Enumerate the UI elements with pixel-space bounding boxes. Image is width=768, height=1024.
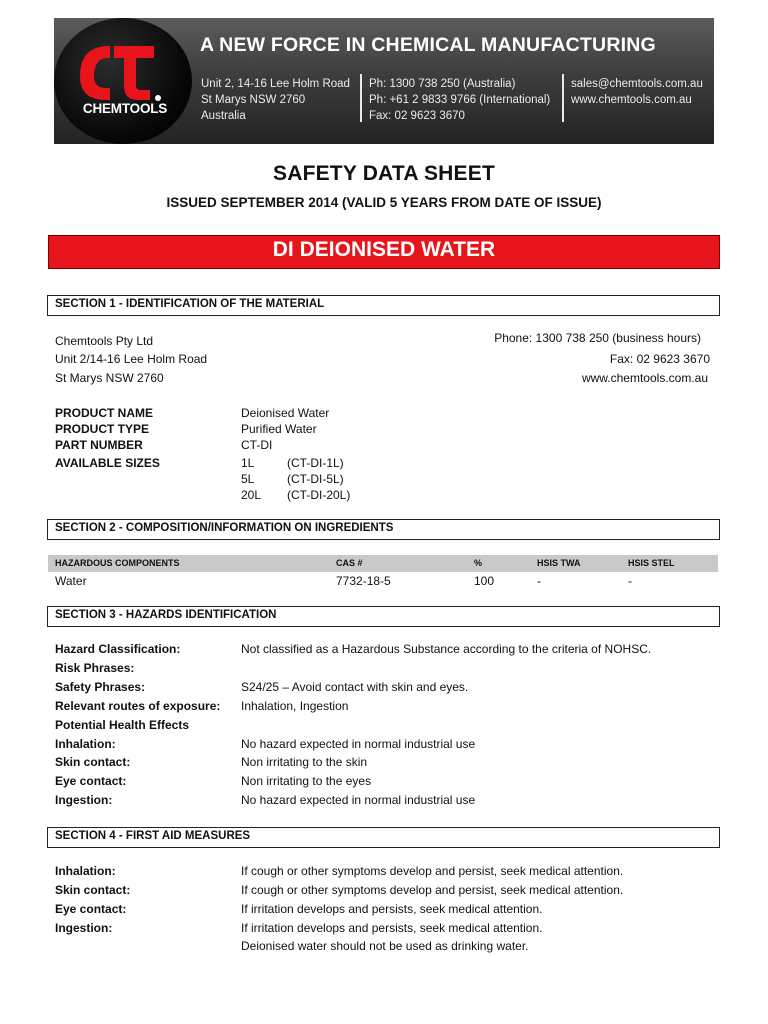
hazard-value: Non irritating to the eyes (241, 774, 372, 788)
hazard-value: S24/25 – Avoid contact with skin and eyes. (241, 680, 469, 694)
address-line: St Marys NSW 2760 (201, 94, 306, 106)
email-link[interactable]: sales@chemtools.com.au (571, 78, 703, 90)
field-label: AVAILABLE SIZES (55, 456, 160, 470)
size-value: 20L (241, 488, 262, 502)
field-value: CT-DI (241, 438, 273, 452)
company-address: St Marys NSW 2760 (55, 371, 164, 385)
company-logo (54, 18, 192, 144)
hazard-label: Eye contact: (55, 774, 127, 788)
company-address: Unit 2/14-16 Lee Holm Road (55, 352, 208, 366)
hazard-label: Ingestion: (55, 793, 113, 807)
field-value: Deionised Water (241, 406, 330, 420)
phone-line: Fax: 02 9623 3670 (369, 110, 465, 122)
phone-line: Ph: 1300 738 250 (Australia) (369, 78, 516, 90)
column-header: HAZARDOUS COMPONENTS (55, 558, 180, 568)
first-aid-value: If irritation develops and persists, seek medical attention. (241, 902, 543, 916)
column-header: HSIS STEL (628, 558, 675, 568)
hazard-label: Inhalation: (55, 737, 116, 751)
table-cell: Water (55, 574, 87, 588)
section-1-title: SECTION 1 - IDENTIFICATION OF THE MATERIAL (55, 298, 325, 310)
first-aid-value: If cough or other symptoms develop and persist, seek medical attention. (241, 864, 624, 878)
field-label: PRODUCT TYPE (55, 422, 150, 436)
hazard-label: Relevant routes of exposure: (55, 699, 221, 713)
size-code: (CT-DI-5L) (287, 472, 344, 486)
hazard-value: Inhalation, Ingestion (241, 699, 349, 713)
size-value: 1L (241, 456, 255, 470)
address-line: Unit 2, 14-16 Lee Holm Road (201, 78, 350, 90)
banner-address (201, 76, 350, 124)
first-aid-label: Inhalation: (55, 864, 116, 878)
column-header: % (474, 558, 483, 568)
first-aid-label: Ingestion: (55, 921, 113, 935)
hazard-label: Safety Phrases: (55, 680, 146, 694)
field-value: Purified Water (241, 422, 317, 436)
document-title: SAFETY DATA SHEET (273, 162, 495, 185)
table-cell: 100 (474, 574, 495, 588)
hazard-value: No hazard expected in normal industrial use (241, 793, 476, 807)
hazard-label: Hazard Classification: (55, 642, 181, 656)
banner-tagline: A NEW FORCE IN CHEMICAL MANUFACTURING (200, 34, 656, 56)
company-website[interactable]: www.chemtools.com.au (581, 371, 708, 385)
company-phone: Phone: 1300 738 250 (business hours) (494, 331, 701, 345)
table-cell: - (537, 574, 541, 588)
size-code: (CT-DI-1L) (287, 456, 344, 470)
first-aid-value: If irritation develops and persists, seek medical attention. (241, 921, 543, 935)
table-cell: 7732-18-5 (336, 574, 391, 588)
phone-line: Ph: +61 2 9833 9766 (International) (369, 94, 551, 106)
hazard-label: Risk Phrases: (55, 661, 135, 675)
company-name: Chemtools Pty Ltd (55, 334, 154, 348)
first-aid-label: Skin contact: (55, 883, 131, 897)
field-label: PART NUMBER (55, 438, 143, 452)
first-aid-value: If cough or other symptoms develop and persist, seek medical attention. (241, 883, 624, 897)
size-value: 5L (241, 472, 255, 486)
section-4-title: SECTION 4 - FIRST AID MEASURES (55, 830, 251, 842)
logo-wordmark: CHEMTOOLS (82, 101, 168, 116)
company-fax: Fax: 02 9623 3670 (609, 352, 710, 366)
banner-divider (360, 74, 362, 122)
first-aid-label: Eye contact: (55, 902, 127, 916)
website-link[interactable]: www.chemtools.com.au (571, 94, 692, 106)
table-cell: - (628, 574, 632, 588)
section-3-title: SECTION 3 - HAZARDS IDENTIFICATION (55, 609, 277, 621)
hazard-label: Potential Health Effects (55, 718, 190, 732)
ct-logo-mark (54, 18, 192, 144)
hazard-value: Non irritating to the skin (241, 755, 368, 769)
product-title: DI DEIONISED WATER (272, 238, 496, 261)
address-line: Australia (201, 110, 246, 122)
column-header: HSIS TWA (537, 558, 581, 568)
hazard-label: Skin contact: (55, 755, 131, 769)
banner-web (571, 76, 703, 108)
first-aid-note: Deionised water should not be used as drinking water. (241, 939, 529, 953)
column-header: CAS # (336, 558, 363, 568)
issue-date: ISSUED SEPTEMBER 2014 (VALID 5 YEARS FROM DATE OF ISSUE) (166, 195, 602, 210)
section-2-title: SECTION 2 - COMPOSITION/INFORMATION ON INGREDIENTS (55, 522, 394, 534)
banner-phones (369, 76, 550, 124)
hazard-value: No hazard expected in normal industrial use (241, 737, 476, 751)
hazard-value: Not classified as a Hazardous Substance according to the criteria of NOHSC. (241, 642, 652, 656)
banner-divider (562, 74, 564, 122)
size-code: (CT-DI-20L) (287, 488, 351, 502)
field-label: PRODUCT NAME (55, 406, 153, 420)
